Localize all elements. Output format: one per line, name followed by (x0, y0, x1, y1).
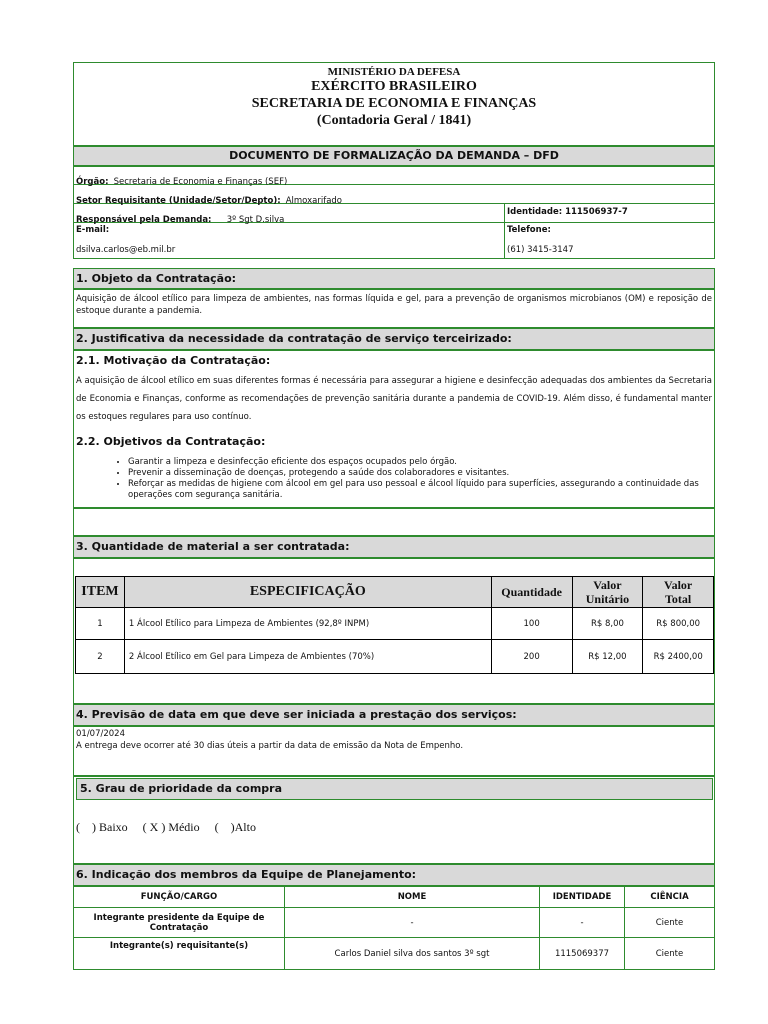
s1-text: Aquisição de álcool etílico para limpeza de ambientes, nas formas líquida e gel, para a prevenção de organismos microbianos (OM) e reposição de estoque durante a pandemia. (76, 294, 712, 316)
cell-ack: Ciente (625, 938, 715, 970)
s6-title: 6. Indicação dos membros da Equipe de Planejamento: (76, 868, 417, 881)
table-row (74, 908, 715, 938)
s4-text: A entrega deve ocorrer até 30 dias úteis a partir da data de emissão da Nota de Empenho. (76, 741, 464, 751)
cell-unit: R$ 12,00 (572, 640, 643, 674)
cell-name: Carlos Daniel silva dos santos 3º sgt (285, 938, 540, 970)
doc-title: DOCUMENTO DE FORMALIZAÇÃO DA DEMANDA – DFD (229, 149, 559, 162)
cell-qty: 200 (491, 640, 572, 674)
resp-value: 3º Sgt D.silva (226, 215, 285, 225)
ministry-title: MINISTÉRIO DA DEFESA (327, 66, 461, 78)
cell-spec: 1 Álcool Etílico para Limpeza de Ambientes (92,8º INPM) (124, 608, 491, 640)
s2-title: 2. Justificativa da necessidade da contratação de serviço terceirizado: (76, 332, 512, 345)
cell-qty: 100 (491, 608, 572, 640)
th-spec: ESPECIFICAÇÃO (124, 577, 491, 608)
orgao-row (76, 169, 287, 188)
team-table (73, 886, 715, 970)
th-ciencia: CIÊNCIA (625, 887, 715, 908)
th-nome: NOME (285, 887, 540, 908)
s1-title: 1. Objeto da Contratação: (76, 272, 237, 285)
telefone-value: (61) 3415-3147 (507, 245, 574, 255)
cell-ack: Ciente (625, 908, 715, 938)
th-unit-line2: Unitário (585, 592, 630, 606)
s2-sub2: 2.2. Objetivos da Contratação: (76, 435, 266, 448)
resp-label: Responsável pela Demanda: (76, 215, 212, 225)
s2-bullets (110, 457, 710, 501)
cell-unit: R$ 8,00 (572, 608, 643, 640)
secretariat-title: SECRETARIA DE ECONOMIA E FINANÇAS (251, 96, 537, 111)
cell-id: 1115069377 (540, 938, 625, 970)
th-item: ITEM (76, 577, 125, 608)
cell-name: - (285, 908, 540, 938)
th-total-line2: Total (665, 592, 692, 606)
th-funcao: FUNÇÃO/CARGO (74, 887, 285, 908)
s2-sub1: 2.1. Motivação da Contratação: (76, 354, 271, 367)
cell-item: 1 (76, 608, 125, 640)
s5-title: 5. Grau de prioridade da compra (80, 782, 283, 795)
resp-row (76, 207, 284, 226)
items-table (75, 576, 714, 674)
orgao-value: Secretaria de Economia e Finanças (SEF) (113, 177, 288, 187)
table-row (76, 640, 714, 674)
subtitle: (Contadoria Geral / 1841) (316, 113, 472, 128)
setor-row (76, 188, 342, 207)
army-title: EXÉRCITO BRASILEIRO (311, 79, 477, 94)
list-item: • Garantir a limpeza e desinfecção eficiente dos espaços ocupados pelo órgão. (128, 457, 710, 468)
s4-body (73, 726, 715, 776)
th-total (643, 577, 714, 608)
list-item: • Prevenir a disseminação de doenças, protegendo a saúde dos colaboradores e visitantes. (128, 468, 710, 479)
th-qty: Quantidade (491, 577, 572, 608)
s3-title: 3. Quantidade de material a ser contratada: (76, 540, 350, 553)
cell-role: Integrante presidente da Equipe de Contratação (74, 908, 285, 938)
s2-spacer (73, 508, 715, 536)
cell-spec: 2 Álcool Etílico em Gel para Limpeza de Ambientes (70%) (124, 640, 491, 674)
th-total-line1: Valor (664, 578, 693, 592)
list-item: • Reforçar as medidas de higiene com álcool em gel para uso pessoal e álcool líquido para superfícies, assegurando a continuidade das operações com segurança sanitária. (128, 479, 710, 501)
s4-date: 01/07/2024 (76, 729, 125, 739)
identidade: Identidade: 111506937-7 (507, 207, 628, 217)
cell-role: Integrante(s) requisitante(s) (74, 938, 285, 970)
th-identidade: IDENTIDADE (540, 887, 625, 908)
s4-title: 4. Previsão de data em que deve ser iniciada a prestação dos serviços: (76, 708, 517, 721)
s2-text1: A aquisição de álcool etílico em suas diferentes formas é necessária para assegurar a higiene e desinfecção adequadas dos ambientes da Secretaria de Economia e Finanças, conforme as recomendações de prevenção sanitária durante a pandemia de COVID-19. Além disso, é fundamental manter os estoques regulares para uso contínuo. (76, 376, 712, 422)
cell-total: R$ 800,00 (643, 608, 714, 640)
th-unit (572, 577, 643, 608)
telefone-label: Telefone: (507, 225, 551, 235)
th-unit-line1: Valor (593, 578, 622, 592)
setor-value: Almoxarifado (285, 196, 343, 206)
table-row (76, 608, 714, 640)
orgao-label: Órgão: (76, 177, 109, 187)
table-row (74, 938, 715, 970)
email-value[interactable]: dsilva.carlos@eb.mil.br (76, 245, 176, 255)
email-label: E-mail: (76, 225, 110, 235)
cell-id: - (540, 908, 625, 938)
cell-item: 2 (76, 640, 125, 674)
setor-label: Setor Requisitante (Unidade/Setor/Depto): (76, 196, 281, 206)
cell-total: R$ 2400,00 (643, 640, 714, 674)
priority-options[interactable]: ( ) Baixo ( X ) Médio ( )Alto (76, 820, 256, 834)
